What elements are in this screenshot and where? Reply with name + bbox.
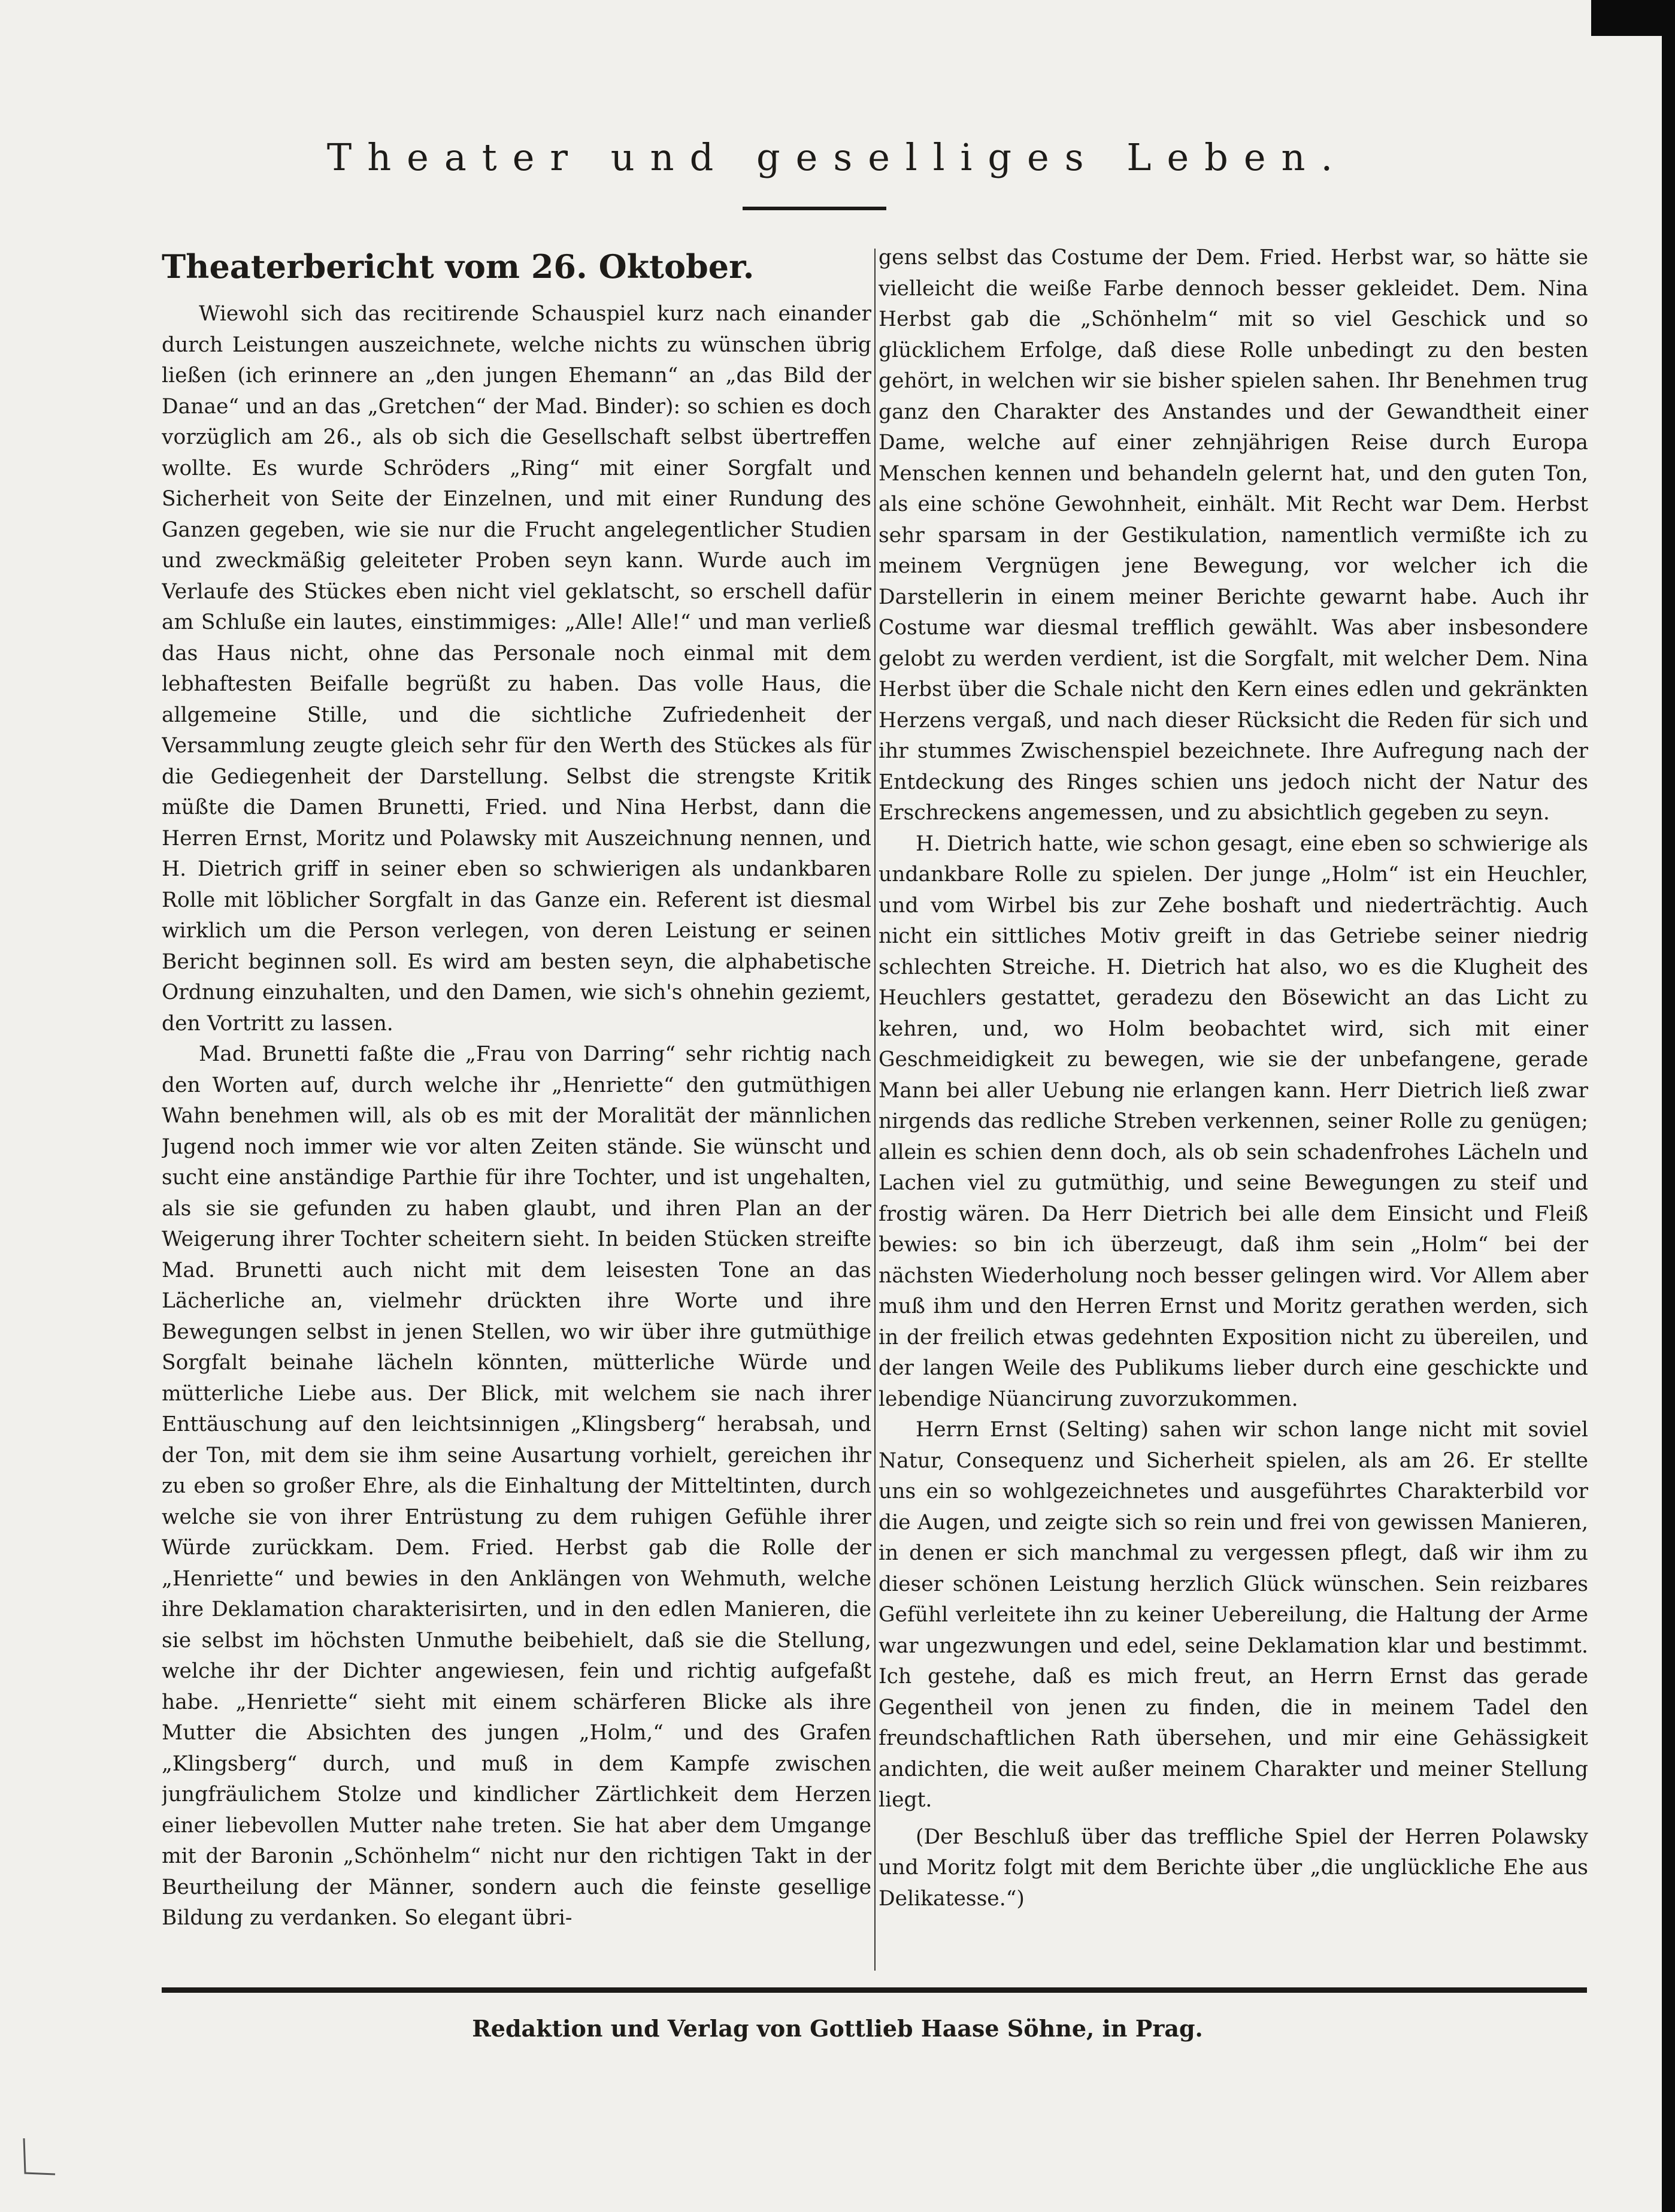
paragraph-ernst: Herrn Ernst (Selting) sahen wir schon lange nicht mit soviel Natur, Consequenz und Sicherheit spielen, als am 26. Er stellte uns ein so wohlgezeichnetes und ausgeführtes Charakterbild vor die Augen, und zeigte sich so rein und frei von gewissen Manieren, in denen er sich manchmal zu vergessen pflegt, daß wir ihm zu dieser schönen Leistung herzlich Glück wünschen. Sein reizbares Gefühl verleitete ihn zu keiner Uebereilung, die Haltung der Arme war ungezwungen und edel, seine Deklamation klar und bestimmt. Ich gestehe, daß es mich freut, an Herrn Ernst das gerade Gegentheil von jenen zu finden, die in meinem Tadel den freundschaftlichen Rath übersehen, und mir eine Gehässigkeit andichten, die weit außer meinem Charakter und meiner Stellung liegt.	[879, 1418, 1588, 1812]
publisher-imprint: Redaktion und Verlag von Gottlieb Haase Söhne, in Prag.	[472, 2015, 1203, 2042]
bottom-rule	[162, 1987, 1587, 1993]
article-heading: Theaterbericht vom 26. Oktober.	[162, 247, 755, 286]
title-rule	[743, 207, 886, 210]
corner-mark	[18, 2132, 60, 2180]
left-column	[162, 243, 871, 1977]
continuation-note: (Der Beschluß über das treffliche Spiel der Herren Polawsky und Moritz folgt mit dem Berichte über „die unglückliche Ehe aus Delikatesse.“)	[879, 1824, 1588, 1911]
page-title: Theater und geselliges Leben.	[326, 135, 1349, 179]
scan-edge-line	[1662, 36, 1675, 2212]
scan-edge-bar	[1591, 0, 1675, 36]
paragraph-intro: Wiewohl sich das recitirende Schauspiel kurz nach einander durch Leistungen auszeichnete, welche nichts zu wünschen übrig ließen (ich erinnere an „den jungen Ehemann“ an „das Bild der Danae“ und an das „Gretchen“ der Mad. Binder): so schien es doch vorzüglich am 26., als ob sich die Gesellschaft selbst übertreffen wollte. Es wurde Schröders „Ring“ mit einer Sorgfalt und Sicherheit von Seite der Einzelnen, und mit einer Rundung des Ganzen gegeben, wie sie nur die Frucht angelegentlicher Studien und zweckmäßig geleiteter Proben seyn kann. Wurde auch im Verlaufe des Stückes eben nicht viel geklatscht, so erschell dafür am Schluße ein lautes, einstimmiges: „Alle! Alle!“ und man verließ das Haus nicht, ohne das Personale noch einmal mit dem lebhaftesten Beifalle begrüßt zu haben. Das volle Haus, die allgemeine Stille, und die sichtliche Zufriedenheit der Versammlung zeugte gleich sehr für den Werth des Stückes als für die Gediegenheit der Darstellung. Selbst die strengste Kritik müßte die Damen Brunetti, Fried. und Nina Herbst, dann die Herren Ernst, Moritz und Polawsky mit Auszeichnung nennen, und H. Dietrich griff in seiner eben so schwierigen als undankbaren Rolle mit löblicher Sorgfalt in das Ganze ein. Referent ist diesmal wirklich um die Person verlegen, von deren Leistung er seinen Bericht beginnen soll. Es wird am besten seyn, die alphabetische Ordnung einzuhalten, und den Damen, wie sich's ohnehin geziemt, den Vortritt zu lassen.	[162, 302, 871, 1036]
right-column	[879, 243, 1588, 1977]
paragraph-herbst-continued: gens selbst das Costume der Dem. Fried. Herbst war, so hätte sie vielleicht die weiße Farbe dennoch besser gekleidet. Dem. Nina Herbst gab die „Schönhelm“ mit so viel Geschick und so glücklichem Erfolge, daß diese Rolle unbedingt zu den besten gehört, in welchen wir sie bisher spielen sahen. Ihr Benehmen trug ganz den Charakter des Anstandes und der Gewandtheit einer Dame, welche auf einer zehnjährigen Reise durch Europa Menschen kennen und behandeln gelernt hat, und den guten Ton, als eine schöne Gewohnheit, einhält. Mit Recht war Dem. Herbst sehr sparsam in der Gestikulation, namentlich vermißte ich zu meinem Vergnügen jene Bewegung, vor welcher ich die Darstellerin in einem meiner Berichte gewarnt habe. Auch ihr Costume war diesmal trefflich gewählt. Was aber insbesondere gelobt zu werden verdient, ist die Sorgfalt, mit welcher Dem. Nina Herbst über die Schale nicht den Kern eines edlen und gekränkten Herzens vergaß, und nach dieser Rücksicht die Reden für sich und ihr stummes Zwischenspiel bezeichnete. Ihre Aufregung nach der Entdeckung des Ringes schien uns jedoch nicht der Natur des Erschreckens angemessen, und zu absichtlich gegeben zu seyn.	[879, 246, 1588, 825]
paragraph-brunetti: Mad. Brunetti faßte die „Frau von Darring“ sehr richtig nach den Worten auf, durch welche ihr „Henriette“ den gutmüthigen Wahn benehmen will, als ob es mit der Moralität der männlichen Jugend noch immer wie vor alten Zeiten stände. Sie wünscht und sucht eine anständige Parthie für ihre Tochter, und ist ungehalten, als sie sie gefunden zu haben glaubt, und ihren Plan an der Weigerung ihrer Tochter scheitern sieht. In beiden Stücken streifte Mad. Brunetti auch nicht mit dem leisesten Tone an das Lächerliche an, vielmehr drückten ihre Worte und ihre Bewegungen selbst in jenen Stellen, wo wir über ihre gutmüthige Sorgfalt beinahe lächeln könnten, mütterliche Würde und mütterliche Liebe aus. Der Blick, mit welchem sie nach ihrer Enttäuschung auf den leichtsinnigen „Klingsberg“ herabsah, und der Ton, mit dem sie ihm seine Ausartung vorhielt, gereichen ihr zu eben so großer Ehre, als die Einhaltung der Mitteltinten, durch welche sie von ihrer Entrüstung zu dem ruhigen Gefühle ihrer Würde zurückkam. Dem. Fried. Herbst gab die Rolle der „Henriette“ und bewies in den Anklängen von Wehmuth, welche ihre Deklamation charakterisirten, und in den edlen Manieren, die sie selbst im höchsten Unmuthe beibehielt, daß sie die Stellung, welche ihr der Dichter angewiesen, fein und richtig aufgefaßt habe. „Henriette“ sieht mit einem schärferen Blicke als ihre Mutter die Absichten des jungen „Holm,“ und des Grafen „Klingsberg“ durch, und muß in dem Kampfe zwischen jungfräulichem Stolze und kindlicher Zärtlichkeit dem Herzen einer liebevollen Mutter nahe treten. Sie hat aber dem Umgange mit der Baronin „Schönhelm“ nicht nur den richtigen Takt in der Beurtheilung der Männer, sondern auch die feinste gesellige Bildung zu verdanken. So elegant übri-	[162, 1042, 871, 1930]
column-divider	[874, 249, 876, 1971]
paragraph-dietrich: H. Dietrich hatte, wie schon gesagt, eine eben so schwierige als undankbare Rolle zu spielen. Der junge „Holm“ ist ein Heuchler, und vom Wirbel bis zur Zehe boshaft und niederträchtig. Auch nicht ein sittliches Motiv greift in das Getriebe seiner niedrig schlechten Streiche. H. Dietrich hat also, wo es die Klugheit des Heuchlers gestattet, geradezu den Bösewicht an das Licht zu kehren, und, wo Holm beobachtet wird, sich mit einer Geschmeidigkeit zu bewegen, wie sie der unbefangene, gerade Mann bei aller Uebung nie erlangen kann. Herr Dietrich ließ zwar nirgends das redliche Streben verkennen, seiner Rolle zu genügen; allein es schien denn doch, als ob sein schadenfrohes Lächeln und Lachen viel zu gutmüthig, und seine Bewegungen zu steif und frostig wären. Da Herr Dietrich bei alle dem Einsicht und Fleiß bewies: so bin ich überzeugt, daß ihm sein „Holm“ bei der nächsten Wiederholung noch besser gelingen wird. Vor Allem aber muß ihm und den Herren Ernst und Moritz gerathen werden, sich in der freilich etwas gedehnten Exposition nicht zu übereilen, und der langen Weile des Publikums lieber durch eine geschickte und lebendige Nüancirung zuvorzukommen.	[879, 831, 1588, 1411]
